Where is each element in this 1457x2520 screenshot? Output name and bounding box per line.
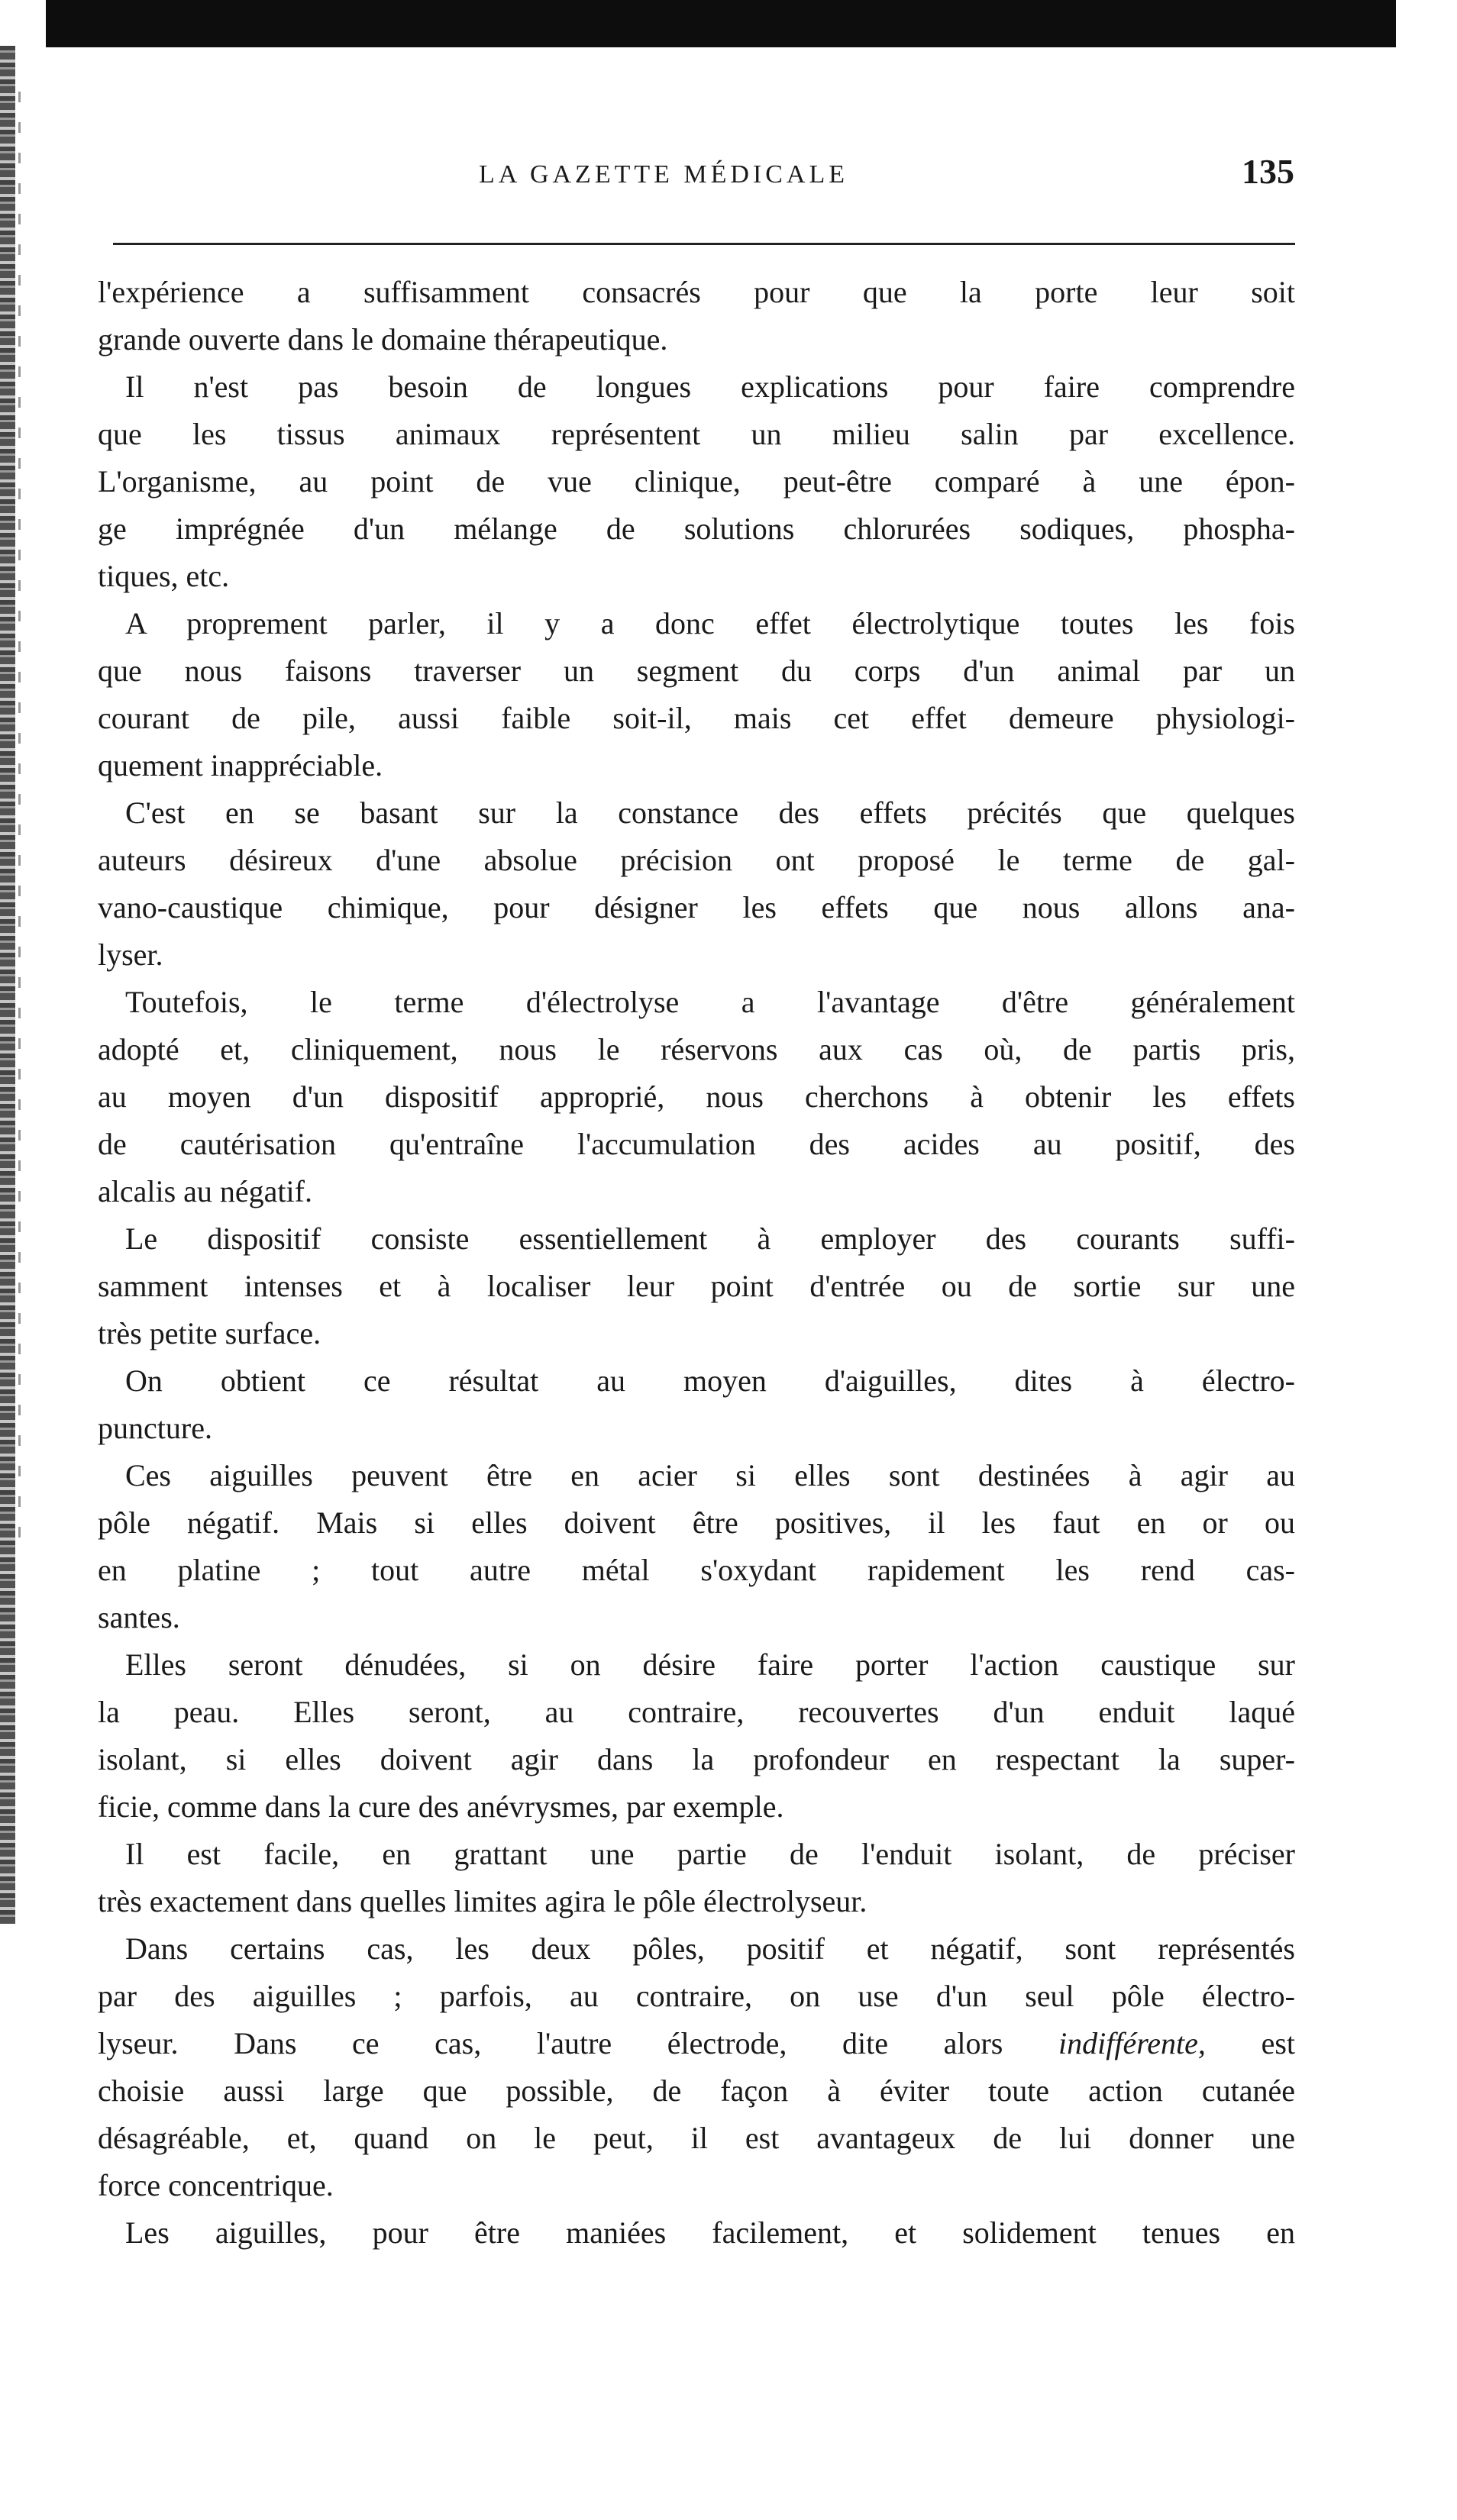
text-line: Toutefois, le terme d'électrolyse a l'avantage d'être généralement (125, 985, 1295, 1019)
text-line: grande ouverte dans le domaine thérapeutique. (98, 322, 668, 357)
scan-left-edge-marks (18, 92, 21, 1542)
text-line-mixed (98, 2020, 1295, 2067)
text-line: Le dispositif consiste essentiellement à employer des courants suffi- (125, 1221, 1295, 1256)
text-line: très exactement dans quelles limites agira le pôle électrolyseur. (98, 1884, 867, 1918)
text-line: puncture. (98, 1411, 212, 1445)
text-line: Il est facile, en grattant une partie de l'enduit isolant, de préciser (125, 1837, 1295, 1871)
text-line: alcalis au négatif. (98, 1174, 312, 1208)
running-head (103, 151, 1294, 205)
text-line: On obtient ce résultat au moyen d'aiguilles, dites à électro- (125, 1363, 1295, 1398)
text-line: lyser. (98, 937, 163, 972)
text-line: très petite surface. (98, 1316, 321, 1350)
text-line: quement inappréciable. (98, 748, 383, 782)
text-line: par des aiguilles ; parfois, au contraire, on use d'un seul pôle électro- (98, 1979, 1295, 2013)
text-line: l'expérience a suffisamment consacrés pour que la porte leur soit (98, 275, 1295, 309)
text-line: que nous faisons traverser un segment du corps d'un animal par un (98, 653, 1295, 688)
text-line: auteurs désireux d'une absolue précision ont proposé le terme de gal- (98, 843, 1295, 877)
text-line: samment intenses et à localiser leur point d'entrée ou de sortie sur une (98, 1269, 1295, 1303)
text-line: en platine ; tout autre métal s'oxydant rapidement les rend cas- (98, 1553, 1295, 1587)
text-line: Dans certains cas, les deux pôles, positif et négatif, sont représentés (125, 1931, 1295, 1966)
text-fragment: est (1261, 2026, 1295, 2060)
text-line: A proprement parler, il y a donc effet électrolytique toutes les fois (125, 606, 1295, 640)
scan-left-edge (0, 46, 15, 1924)
text-line: L'organisme, au point de vue clinique, peut-être comparé à une épon- (98, 464, 1295, 499)
italic-term: indifférente, (1058, 2026, 1206, 2060)
text-line: la peau. Elles seront, au contraire, recouvertes d'un enduit laqué (98, 1695, 1295, 1729)
text-line: que les tissus animaux représentent un milieu salin par excellence. (98, 417, 1295, 451)
text-line: adopté et, cliniquement, nous le réservons aux cas où, de partis pris, (98, 1032, 1295, 1066)
text-line: pôle négatif. Mais si elles doivent être positives, il les faut en or ou (98, 1505, 1295, 1540)
text-line: désagréable, et, quand on le peut, il est avantageux de lui donner une (98, 2121, 1295, 2155)
text-line: ge imprégnée d'un mélange de solutions chlorurées sodiques, phospha- (98, 511, 1295, 546)
text-line: ficie, comme dans la cure des anévrysmes, par exemple. (98, 1789, 784, 1824)
text-line: isolant, si elles doivent agir dans la profondeur en respectant la super- (98, 1742, 1295, 1776)
text-line: choisie aussi large que possible, de façon à éviter toute action cutanée (98, 2073, 1295, 2108)
text-line: santes. (98, 1600, 180, 1634)
header-rule (113, 243, 1295, 245)
page-number: 135 (1242, 152, 1294, 191)
text-line: Il n'est pas besoin de longues explications pour faire comprendre (125, 369, 1295, 404)
text-line: force concentrique. (98, 2168, 334, 2202)
text-line: tiques, etc. (98, 559, 230, 593)
text-line: au moyen d'un dispositif approprié, nous cherchons à obtenir les effets (98, 1079, 1295, 1114)
text-line: C'est en se basant sur la constance des effets précités que quelques (125, 795, 1295, 830)
scan-top-border (46, 0, 1396, 47)
text-fragment: lyseur. Dans ce cas, l'autre électrode, dite alors (98, 2026, 1003, 2060)
text-line: Les aiguilles, pour être maniées facilement, et solidement tenues en (125, 2215, 1295, 2250)
text-line: Elles seront dénudées, si on désire faire porter l'action caustique sur (125, 1647, 1295, 1682)
text-line: courant de pile, aussi faible soit-il, mais cet effet demeure physiologi- (98, 701, 1295, 735)
running-title: LA GAZETTE MÉDICALE (479, 160, 849, 189)
body-text (98, 269, 1295, 2257)
text-line: vano-caustique chimique, pour désigner les effets que nous allons ana- (98, 890, 1295, 924)
text-line: Ces aiguilles peuvent être en acier si elles sont destinées à agir au (125, 1458, 1295, 1492)
text-line: de cautérisation qu'entraîne l'accumulation des acides au positif, des (98, 1127, 1295, 1161)
